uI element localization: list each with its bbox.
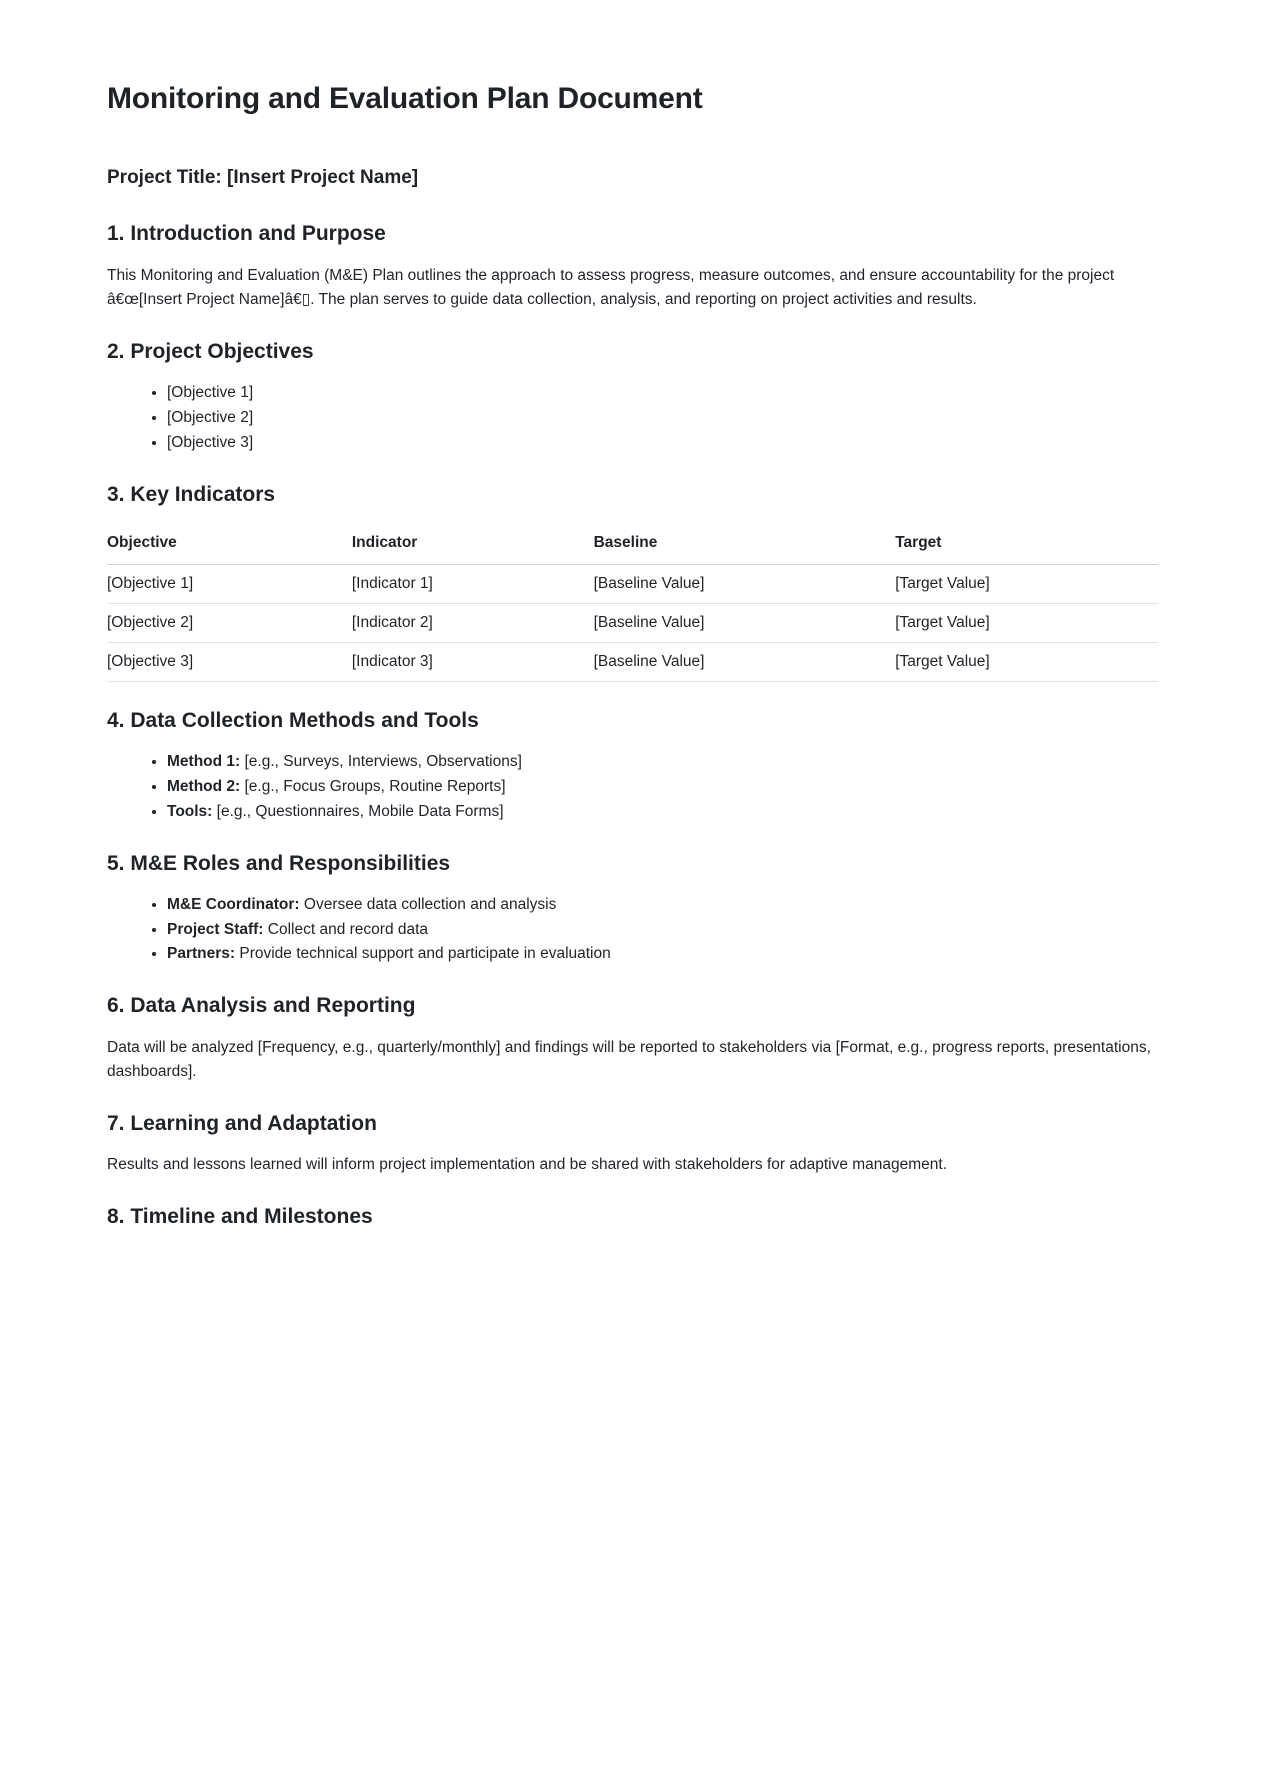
list-item-text: [e.g., Focus Groups, Routine Reports]	[240, 778, 506, 796]
list-item-label: M&E Coordinator:	[167, 895, 300, 913]
table-cell: [Target Value]	[895, 564, 1158, 603]
table-cell: [Indicator 2]	[352, 603, 594, 642]
list-item: • [Objective 3]	[167, 431, 1158, 456]
column-header-target: Target	[895, 524, 1158, 565]
table-cell: [Baseline Value]	[594, 642, 896, 681]
section-7-paragraph: Results and lessons learned will inform project implementation and be shared with stakeholders for adaptive management.	[107, 1156, 948, 1174]
list-item-text: Oversee data collection and analysis	[299, 895, 557, 913]
table-cell: [Objective 3]	[107, 642, 352, 681]
table-cell: [Objective 1]	[107, 564, 352, 603]
section-2-heading: 2. Project Objectives	[107, 340, 314, 364]
list-item-text: Collect and record data	[263, 920, 429, 938]
section-6-heading: 6. Data Analysis and Reporting	[107, 994, 416, 1018]
list-item-text: [e.g., Surveys, Interviews, Observations]	[240, 753, 522, 771]
list-item-label: Method 1:	[167, 753, 241, 771]
section-7-heading: 7. Learning and Adaptation	[107, 1112, 377, 1136]
table-row	[107, 642, 1158, 681]
page-title: Monitoring and Evaluation Plan Document	[107, 82, 703, 115]
key-indicators-table	[107, 524, 1158, 682]
column-header-objective: Objective	[107, 524, 352, 565]
list-item-text: [e.g., Questionnaires, Mobile Data Forms]	[212, 802, 504, 820]
list-item-label: Partners:	[167, 945, 236, 963]
section-1-paragraph: This Monitoring and Evaluation (M&E) Plan outlines the approach to assess progress, measure outcomes, and ensure accountability for the project â€œ[Insert Project Name]â€▯. The plan serves to guide data collection, analysis, and reporting on project activities and results.	[107, 266, 1115, 309]
section-5-heading: 5. M&E Roles and Responsibilities	[107, 851, 451, 875]
list-item-text: Provide technical support and participate in evaluation	[235, 945, 611, 963]
list-item-label: Method 2:	[167, 778, 241, 796]
objectives-list	[107, 381, 1158, 455]
section-4-heading: 4. Data Collection Methods and Tools	[107, 708, 479, 732]
list-item-label: Tools:	[167, 802, 213, 820]
table-cell: [Indicator 1]	[352, 564, 594, 603]
roles-responsibilities-list	[107, 893, 1158, 967]
section-8-heading: 8. Timeline and Milestones	[107, 1205, 373, 1229]
section-6-paragraph: Data will be analyzed [Frequency, e.g., quarterly/monthly] and findings will be reported to stakeholders via [Format, e.g., progress reports, presentations, dashboards].	[107, 1038, 1151, 1081]
section-1-heading: 1. Introduction and Purpose	[107, 222, 386, 246]
table-cell: [Target Value]	[895, 603, 1158, 642]
table-row	[107, 564, 1158, 603]
table-row	[107, 603, 1158, 642]
list-item	[167, 942, 1158, 967]
table-cell: [Target Value]	[895, 642, 1158, 681]
list-item	[167, 918, 1158, 943]
list-item-label: Project Staff:	[167, 920, 264, 938]
column-header-indicator: Indicator	[352, 524, 594, 565]
table-header-row	[107, 524, 1158, 565]
table-cell: [Baseline Value]	[594, 564, 896, 603]
list-item: • [Objective 1]	[167, 381, 1158, 406]
table-cell: [Indicator 3]	[352, 642, 594, 681]
section-3-heading: 3. Key Indicators	[107, 482, 276, 506]
table-cell: [Objective 2]	[107, 603, 352, 642]
list-item	[167, 750, 1158, 775]
methods-tools-list	[107, 750, 1158, 824]
list-item: • [Objective 2]	[167, 406, 1158, 431]
column-header-baseline: Baseline	[594, 524, 896, 565]
table-cell: [Baseline Value]	[594, 603, 896, 642]
project-title: Project Title: [Insert Project Name]	[107, 166, 419, 188]
list-item	[167, 775, 1158, 800]
list-item	[167, 800, 1158, 825]
list-item	[167, 893, 1158, 918]
